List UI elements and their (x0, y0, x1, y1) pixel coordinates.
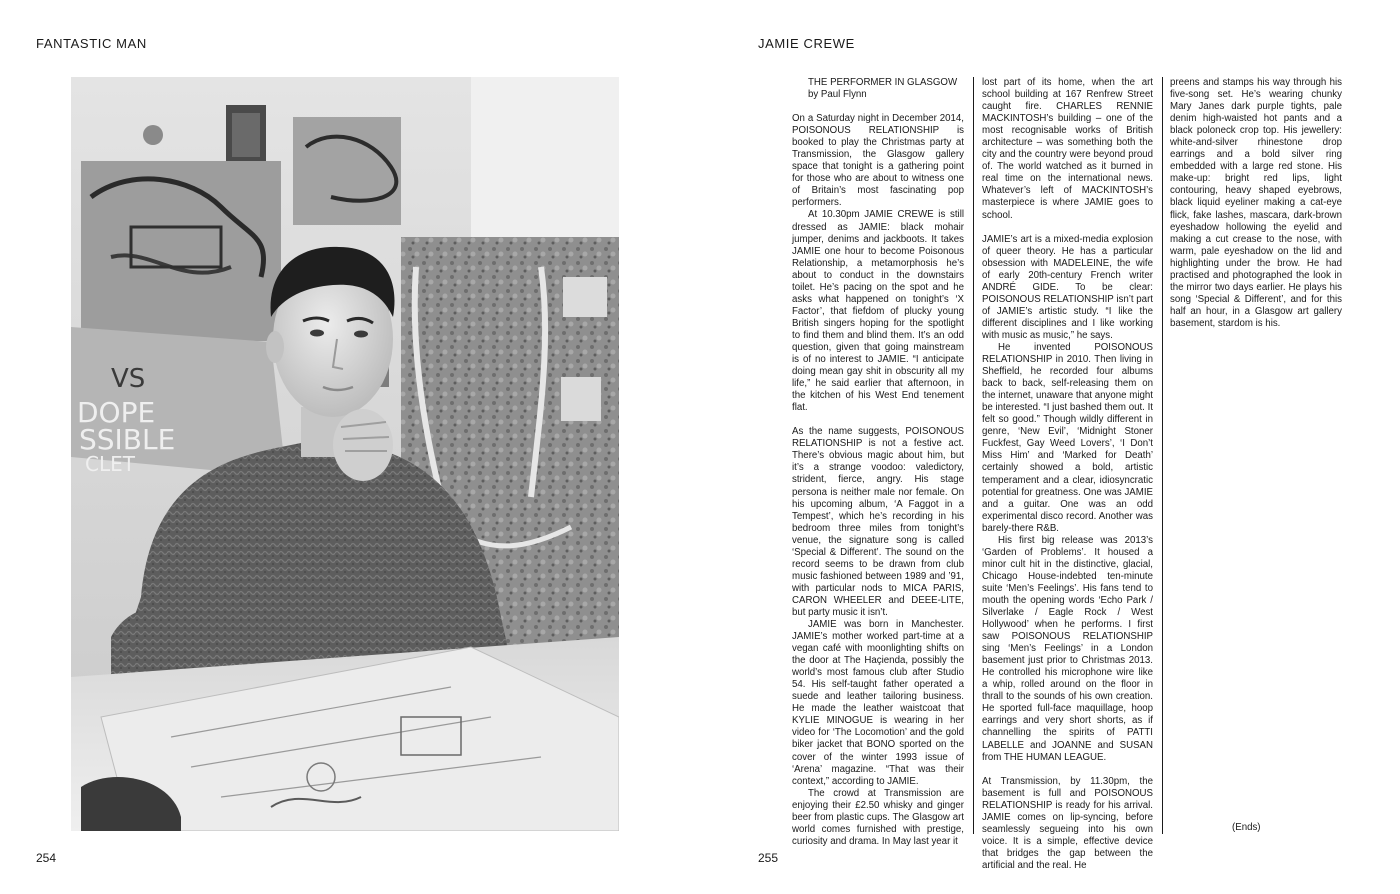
paragraph: JAMIE’s art is a mixed-media explosion of queer theory. He has a particular obsession with MADELEINE, the wife of early 20th-century French writer ANDRÉ GIDE. To be clear: POISONOUS RELATIONSHIP isn’t part of JAMIE’s artistic study. “I like the different disciplines and I like working with music as music,” he says. (982, 233, 1153, 341)
paragraph: At 10.30pm JAMIE CREWE is still dressed as JAMIE: black mohair jumper, denims and jackboots. It takes JAMIE one hour to become Poisonous Relationship, a metamorphosis he’s about to conduct in the downstairs toilet. He’s pacing on the spot and he asks what happened on tonight’s ‘X Factor’, that fiefdom of plucky young British singers hoping for the spotlight to find them and blind them. It’s an odd question, given that going mainstream is of no interest to JAMIE. “I anticipate doing mean gay shit in obscurity all my life,” he said earlier that afternoon, in the kitchen of his West End tenement flat. (792, 209, 964, 414)
paragraph: preens and stamps his way through his five-song set. He’s wearing chunky Mary Janes dark purple tights, pale denim high-waisted hot pants and a black poloneck crop top. His jewellery: white-and-silver rhinestone drop earrings and a bold silver ring embedded with a large red stone. His make-up: bright red lips, light contouring, heavy shaped eyebrows, black liquid eyeliner making a cat-eye flick, fake lashes, mascara, dark-brown eyeshadow hollowing the eyelid and making a cut crease to the nose, with warm, pale eyeshadow on the lid and highlighting under the brow. He had practised and photographed the look in the mirror two days earlier. He plays his song ‘Special & Different’, and for this half an hour, in a Glasgow art gallery basement, stardom is his. (1170, 77, 1342, 329)
paragraph: The crowd at Transmission are enjoying their £2.50 whisky and ginger beer from plastic cups. The Glasgow art world comes furnished with prestige, curiosity and drama. In May last year it (792, 787, 964, 847)
running-head-left: FANTASTIC MAN (36, 36, 147, 51)
paragraph: As the name suggests, POISONOUS RELATIONSHIP is not a festive act. There’s obvious magic about him, but it’s a strange voodoo: valedictory, strident, fierce, angry. His stage persona is neither male nor female. On his upcoming album, ‘A Faggot in a Tempest’, which he’s recording in his bedroom three miles from tonight’s venue, the signature song is called ‘Special & Different’. The sound on the record seems to be drawn from club music fashioned between 1989 and ’91, with particular nods to MICA PARIS, CARON WHEELER and DEEE-LITE, but party music it isn’t. (792, 426, 964, 618)
paragraph: At Transmission, by 11.30pm, the basement is full and POISONOUS RELATIONSHIP is ready for his arrival. JAMIE comes on lip-syncing, before seamlessly segueing into his own voice. It is a simple, effective device that bridges the gap between the artificial and the real. He (982, 775, 1153, 871)
paragraph: On a Saturday night in December 2014, POISONOUS RELATIONSHIP is booked to play the Christmas party at Transmission, the Glasgow gallery space that tonight is a gathering point for those who are about to witness one of Britain’s most fascinating pop performers. (792, 113, 964, 209)
page-number-right: 255 (758, 851, 779, 865)
paragraph: He invented POISONOUS RELATIONSHIP in 2010. Then living in Sheffield, he recorded four albums back to back, self-releasing them on the internet, unaware that anyone might be interested. “I just bashed them out. It felt so good.” Though wildly different in genre, ‘New Evil’, ‘Midnight Stoner Fuckfest, Gay Weed Lovers’, ‘I Don’t Miss Him’ and ‘Marked for Death’ certainly showed a bold, artistic temperament and a clear, idiosyncratic potential for greatness. One was JAMIE and a guitar. One was an odd experimental disco record. Another was barely-there R&B. (982, 341, 1153, 534)
article-column-2 (982, 77, 1153, 872)
article-column-3 (1170, 77, 1342, 330)
column-rule (973, 77, 974, 834)
column-rule (1162, 77, 1163, 834)
article-end-mark: (Ends) (1232, 822, 1261, 833)
portrait-illustration (71, 77, 619, 831)
banner-text-1: VS (111, 364, 146, 394)
article-byline: by Paul Flynn (808, 89, 867, 101)
paragraph: lost part of its home, when the art school building at 167 Renfrew Street caught fire. CHARLES RENNIE MACKINTOSH’s building – one of the most recognisable works of British architecture – was something both the city and the country were beyond proud of. The world watched as it burned in real time on the international news. Whatever’s left of MACKINTOSH’s masterpiece is where JAMIE goes to school. (982, 77, 1153, 221)
banner-text-2: DOPE (77, 396, 156, 429)
article-kicker: THE PERFORMER IN GLASGOW (808, 77, 958, 88)
running-head-right: JAMIE CREWE (758, 36, 855, 51)
paragraph: JAMIE was born in Manchester. JAMIE’s mother worked part-time at a vegan café with moonlighting shifts on the door at The Haçienda, possibly the world’s most famous club after Studio 54. His self-taught father operated a suede and leather tailoring business. He made the leather waistcoat that KYLIE MINOGUE is wearing in her video for ‘The Locomotion’ and the gold biker jacket that BONO sported on the cover of the winter 1993 issue of ‘Arena’ magazine. “That was their context,” according to JAMIE. (792, 619, 964, 787)
banner-text-3: SSIBLE (79, 423, 176, 456)
article-column-1 (792, 77, 964, 848)
page-number-left: 254 (36, 851, 57, 865)
banner-text-4: CLET (85, 452, 135, 476)
paragraph: His first big release was 2013’s ‘Garden of Problems’. It housed a minor cult hit in the distinctive, glacial, Chicago House-indebted ten-minute suite ‘Men’s Feelings’. His fans tend to mouth the opening words ‘Echo Park / Silverlake / Eagle Rock / West Hollywood’ when he performs. I first saw POISONOUS RELATIONSHIP sing ‘Men’s Feelings’ in a London basement just prior to Christmas 2013. He controlled his microphone wire like a whip, rolled around on the floor in thrall to the sounds of his own creation. He sported full-face maquillage, hoop earrings and very short shorts, as if channelling the spirits of PATTI LABELLE and JOANNE and SUSAN from THE HUMAN LEAGUE. (982, 534, 1153, 763)
portrait-photo (71, 77, 619, 831)
